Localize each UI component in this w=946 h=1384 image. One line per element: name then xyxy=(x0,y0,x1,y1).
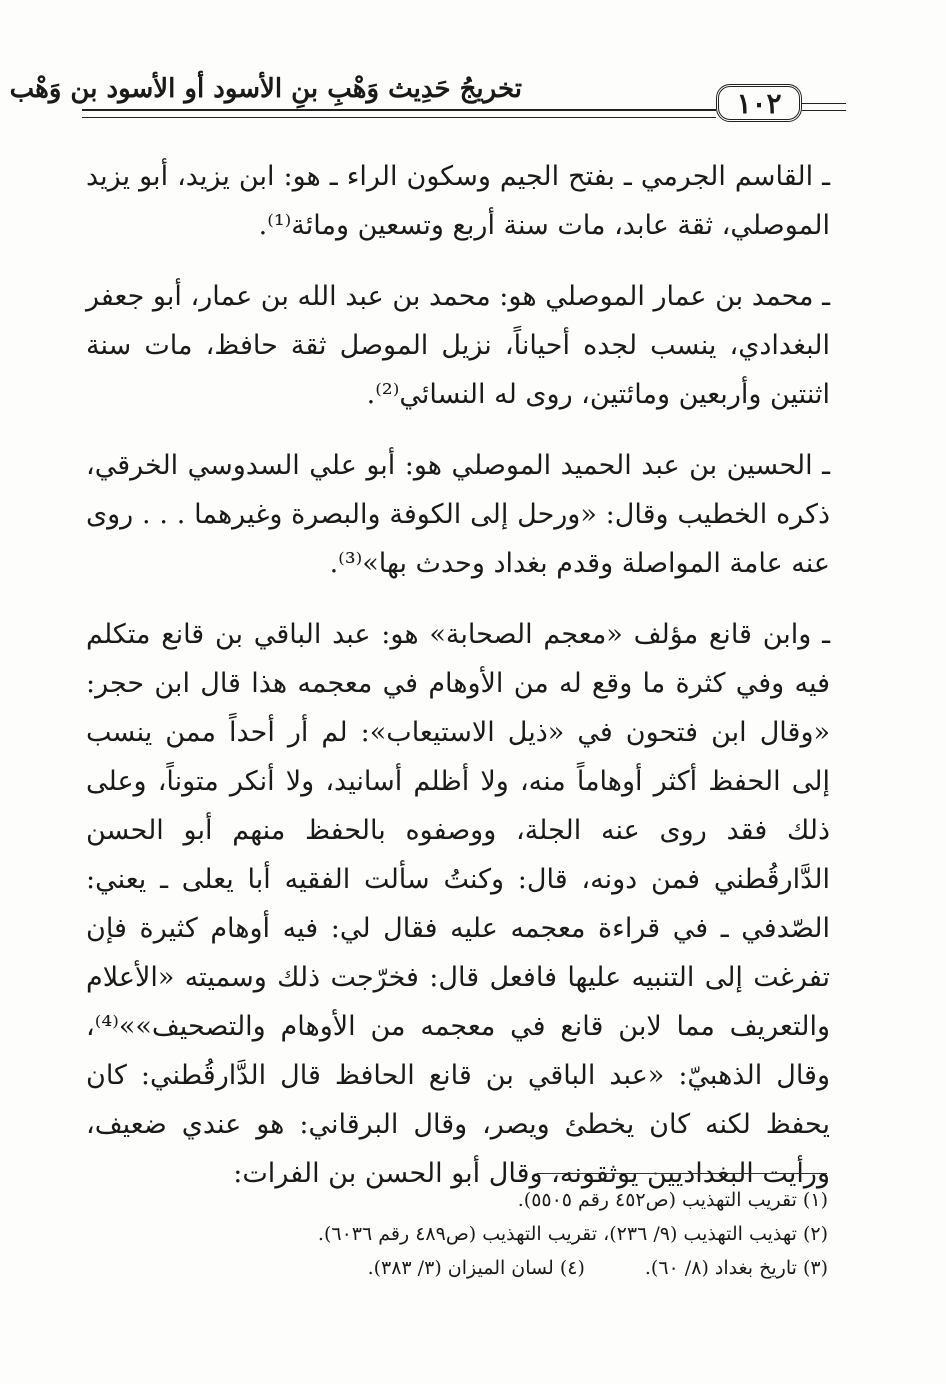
header-rule-right-top xyxy=(802,103,846,104)
paragraph-husayn-ibn-abd-al-hamid: ـ الحسين بن عبد الحميد الموصلي هو: أبو علي السدوسي الخرقي، ذكره الخطيب وقال: «ورحل إلى الكوفة والبصرة وغيرهما . . . روى عنه عامة المواصلة وقدم بغداد وحدث بها»⁽³⁾. xyxy=(86,450,830,579)
footnote-4: (٤) لسان الميزان (٣/ ٣٨٣). xyxy=(367,1257,585,1279)
header-rule-top xyxy=(82,109,716,111)
paragraph-ibn-qani: ـ وابن قانع مؤلف «معجم الصحابة» هو: عبد الباقي بن قانع متكلم فيه وفي كثرة ما وقع له من الأوهام في معجمه هذا قال ابن حجر: «وقال ابن فتحون في «ذيل الاستيعاب»: لم أر أحداً ممن ينسب إلى الحفظ أكثر أوهاماً منه، ولا أظلم أسانيد، ولا أنكر متوناً، وعلى ذلك فقد روى عنه الجلة، ووصفوه بالحفظ منهم أبو الحسن الدَّارقُطني فمن دونه، قال: وكنتُ سألت الفقيه أبا يعلى ـ يعني: الصّدفي ـ في قراءة معجمه عليه فقال لي: فيه أوهام كثيرة فإن تفرغت إلى التنبيه عليها فافعل قال: فخرّجت ذلك وسميته «الأعلام والتعريف مما لابن قانع في معجمه من الأوهام والتصحيف»»⁽⁴⁾، وقال الذهبيّ: «عبد الباقي بن قانع الحافظ قال الدَّارقُطني: كان يحفظ لكنه كان يخطئ ويصر، وقال البرقاني: هو عندي ضعيف، ورأيت البغداديين يوثقونه، وقال أبو الحسن بن الفرات: xyxy=(86,619,830,1189)
footnotes xyxy=(120,1183,828,1285)
footnote-row-3-4 xyxy=(120,1251,828,1285)
footnote-separator xyxy=(537,1173,827,1174)
page-header xyxy=(9,62,846,122)
page-number: ١٠٢ xyxy=(716,84,802,122)
main-text xyxy=(86,152,830,1198)
header-rule-bottom xyxy=(82,117,716,118)
paragraph-qasim-jarmi: ـ القاسم الجرمي ـ بفتح الجيم وسكون الراء ـ هو: ابن يزيد، أبو يزيد الموصلي، ثقة عابد، مات سنة أربع وتسعين ومائة⁽¹⁾. xyxy=(86,161,830,241)
paragraph-muhammad-ibn-ammar: ـ محمد بن عمار الموصلي هو: محمد بن عبد الله بن عمار، أبو جعفر البغدادي، ينسب لجده أحياناً، نزيل الموصل ثقة حافظ، مات سنة اثنتين وأربعين ومائتين، روى له النسائي⁽²⁾. xyxy=(86,281,830,410)
running-title: تخريجُ حَدِيث وَهْبِ بنِ الأسود أو الأسود بن وَهْب xyxy=(9,74,522,104)
footnote-3: (٣) تاريخ بغداد (٨/ ٦٠). xyxy=(644,1257,828,1279)
header-rule-right-bottom xyxy=(802,110,846,111)
footnote-1: (١) تقريب التهذيب (ص٤٥٢ رقم ٥٥٠٥). xyxy=(517,1189,828,1211)
footnote-2: (٢) تهذيب التهذيب (٩/ ٢٣٦)، تقريب التهذيب (ص٤٨٩ رقم ٦٠٣٦). xyxy=(317,1223,828,1245)
